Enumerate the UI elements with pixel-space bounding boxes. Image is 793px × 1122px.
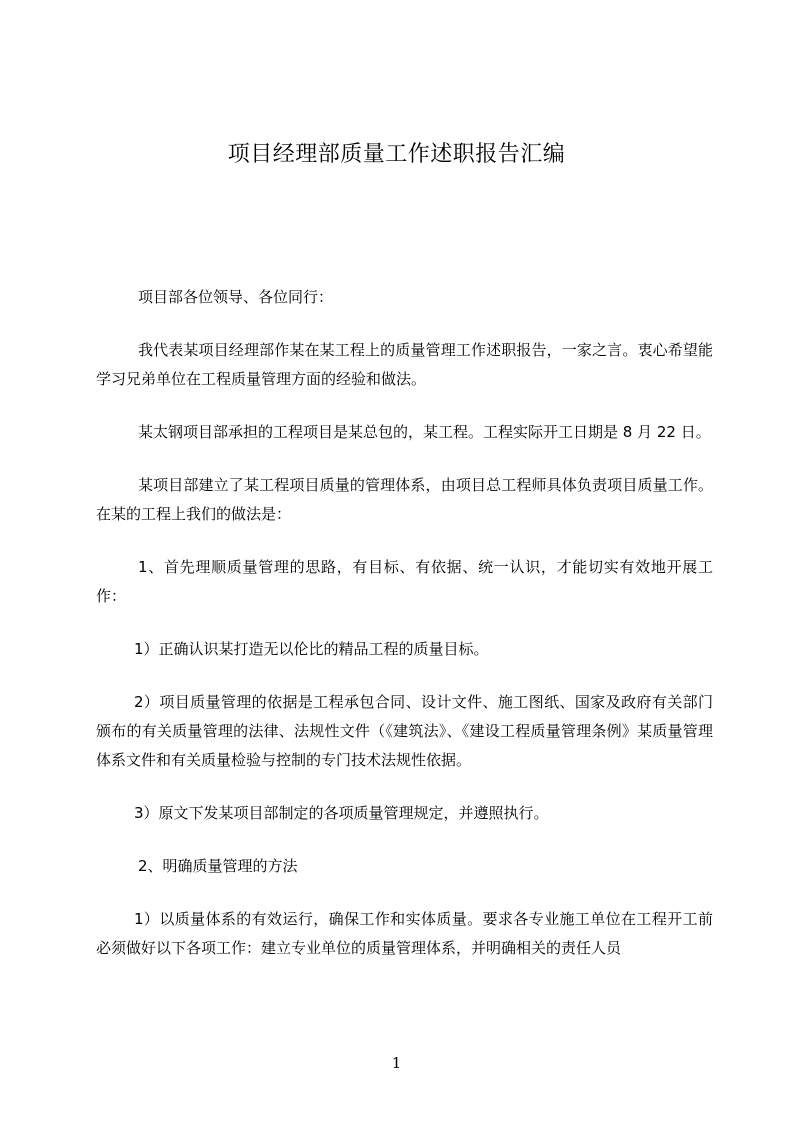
- paragraph-item-1-1: 1）正确认识某打造无以伦比的精品工程的质量目标。: [134, 640, 489, 658]
- paragraph-quality-system: 某项目部建立了某工程项目质量的管理体系，由项目总工程师具体负责项目质量工作。在某的工程上我们的做法是：: [96, 476, 713, 523]
- paragraph-section-1: 1、首先理顺质量管理的思路，有目标、有依据、统一认识，才能切实有效地开展工作：: [96, 558, 713, 605]
- paragraph-intro: 我代表某项目经理部作某在某工程上的质量管理工作述职报告，一家之言。衷心希望能学习兄弟单位在工程质量管理方面的经验和做法。: [96, 341, 713, 388]
- document-body: [96, 283, 713, 987]
- paragraph-item-1-3: 3）原文下发某项目部制定的各项质量管理规定，并遵照执行。: [134, 804, 549, 822]
- paragraph-project-info: 某太钢项目部承担的工程项目是某总包的，某工程。工程实际开工日期是 8 月 22 日。: [138, 423, 711, 441]
- paragraph-item-2-1: 1）以质量体系的有效运行，确保工作和实体质量。要求各专业施工单位在工程开工前必须做好以下各项工作：建立专业单位的质量管理体系，并明确相关的责任人员: [96, 910, 713, 957]
- page-number: 1: [391, 1054, 402, 1072]
- paragraph-item-1-2: 2）项目质量管理的依据是工程承包合同、设计文件、施工图纸、国家及政府有关部门颁布的有关质量管理的法律、法规性文件（《建筑法》、《建设工程质量管理条例》某质量管理体系文件和有关质量检验与控制的专门技术法规性依据。: [96, 693, 713, 769]
- paragraph-section-2: 2、明确质量管理的方法: [138, 857, 298, 875]
- document-title: 项目经理部质量工作述职报告汇编: [227, 142, 566, 167]
- paragraph-greeting: 项目部各位领导、各位同行：: [138, 288, 334, 306]
